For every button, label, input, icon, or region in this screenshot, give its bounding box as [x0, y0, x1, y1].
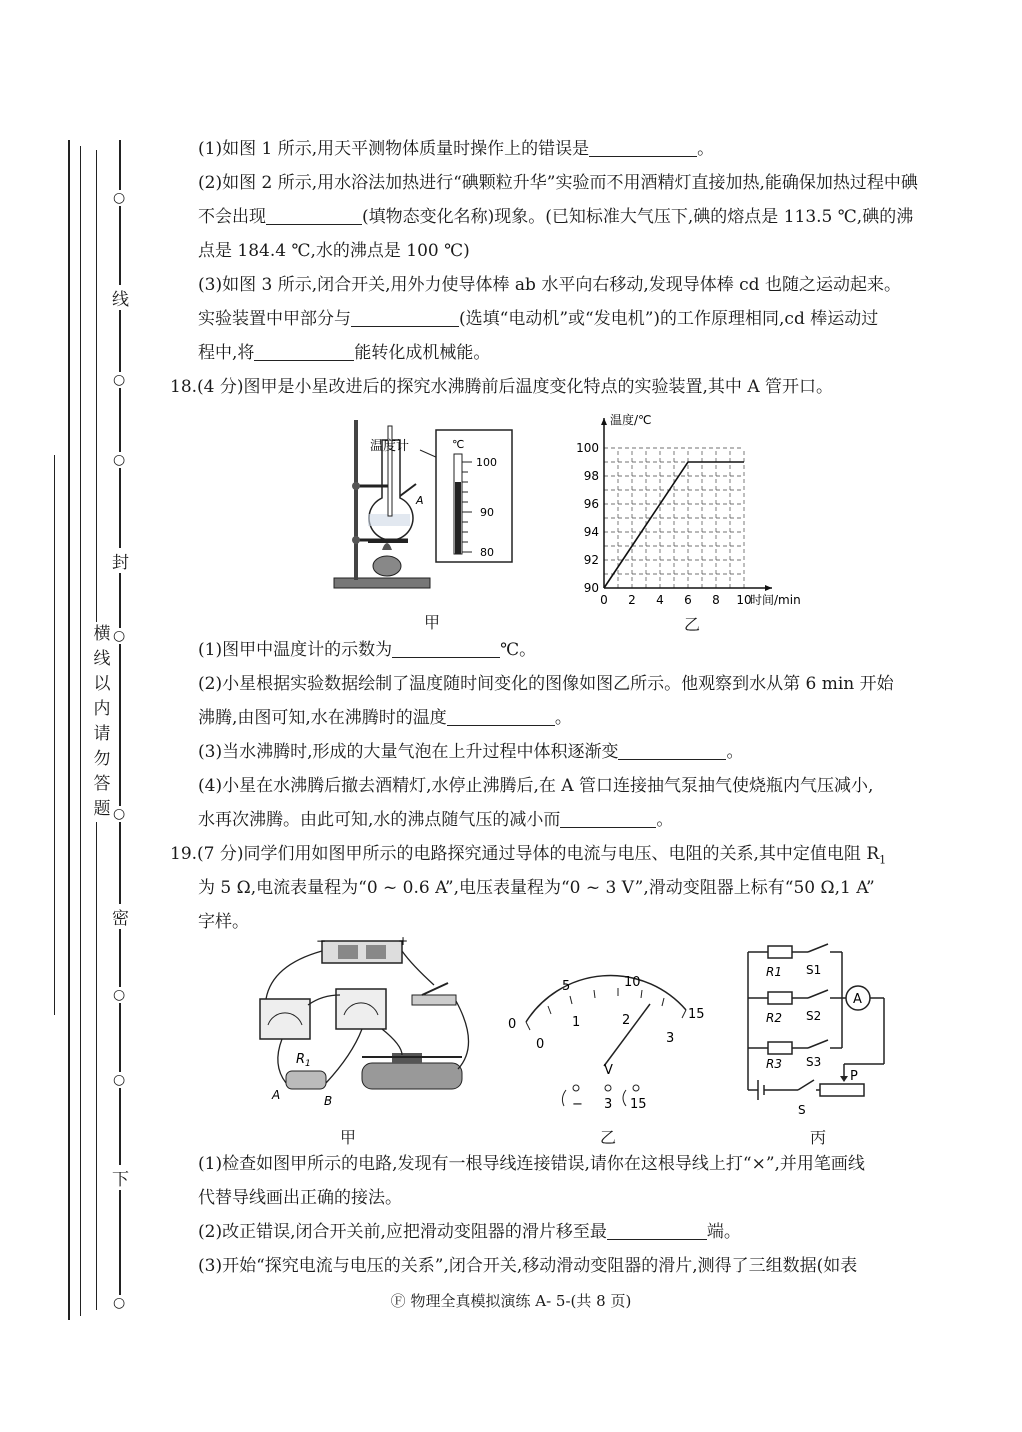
y-axis-label: 温度/℃ — [610, 413, 652, 427]
q18-caption-yi: 乙 — [684, 615, 701, 634]
ammeter-icon — [260, 999, 310, 1039]
x-axis-arrow — [765, 585, 772, 591]
alcohol-lamp-icon — [373, 556, 401, 576]
resistor-label: R2 — [766, 1011, 782, 1025]
q17-part2-line3: 点是 184.4 ℃,水的沸点是 100 ℃) — [198, 241, 470, 261]
outer-scale-label: 0 — [508, 1017, 517, 1032]
q18-caption-jia: 甲 — [424, 613, 441, 632]
seal-char-xian: 线 — [112, 285, 129, 310]
x-axis-label: 时间/min — [750, 593, 801, 607]
q19-caption-yi: 乙 — [600, 1128, 617, 1147]
terminal-label: 3 — [604, 1097, 613, 1112]
q19-part1-line1: (1)检查如图甲所示的电路,发现有一根导线连接错误,请你在这根导线上打“×”,并用笔画线 — [198, 1154, 865, 1174]
q19-figure-schematic — [738, 940, 898, 1120]
switch-label: S1 — [806, 963, 822, 977]
q18-part4-line2: 水再次沸腾。由此可知,水的沸点随气压的减小而 。 — [198, 810, 674, 830]
q19-stem-line2: 为 5 Ω,电流表量程为“0 ~ 0.6 A”,电压表量程为“0 ~ 3 V”,滑动变阻器上标有“50 Ω,1 A” — [198, 878, 875, 898]
stand-base-icon — [334, 578, 430, 588]
y-tick-label: 98 — [583, 469, 599, 483]
inner-scale-label: 0 — [536, 1037, 545, 1052]
note-char: 答 — [93, 774, 111, 794]
answer-blank[interactable] — [447, 707, 555, 726]
voltmeter-icon — [336, 989, 386, 1029]
terminal-a-label: A — [272, 1088, 281, 1102]
y-tick-label: 90 — [583, 581, 599, 595]
answer-blank[interactable] — [607, 1221, 707, 1240]
thermometer-scale-box — [436, 430, 512, 562]
rheostat-icon — [362, 1063, 462, 1089]
x-tick-label: 10 — [736, 593, 752, 607]
margin-line-outer — [68, 140, 70, 1320]
resistor-label: R1 — [766, 965, 782, 979]
ammeter-label: A — [853, 992, 862, 1007]
q18-part1: (1)图甲中温度计的示数为 ℃。 — [198, 640, 537, 660]
terminal-label: − — [572, 1097, 583, 1112]
outer-scale-label: 15 — [688, 1007, 705, 1022]
slider-label: P — [850, 1069, 858, 1084]
q19-part2: (2)改正错误,闭合开关前,应把滑动变阻器的滑片移至最 端。 — [198, 1222, 741, 1242]
x-tick-label: 4 — [656, 593, 664, 607]
seal-char-xia: 下 — [112, 1165, 129, 1190]
tube-a-icon — [400, 484, 416, 496]
dial-unit-label: V — [604, 1063, 613, 1078]
switch-label: S — [798, 1103, 806, 1117]
stand-rod-icon — [354, 420, 358, 580]
y-axis-arrow — [601, 418, 607, 425]
q18-chart — [568, 400, 828, 620]
q17-part3-line2: 实验装置中甲部分与 (选填“电动机”或“发电机”)的工作原理相同,cd 棒运动过 — [198, 309, 879, 329]
note-char: 题 — [93, 799, 111, 819]
answer-blank[interactable] — [392, 639, 500, 658]
seal-circle: ○ — [113, 372, 126, 388]
battery-plus-label: + — [398, 935, 409, 948]
rheostat-icon — [820, 1084, 864, 1096]
temperature-time-chart — [568, 400, 828, 620]
seal-circle: ○ — [113, 1295, 126, 1311]
note-char: 内 — [93, 699, 111, 719]
answer-blank[interactable] — [618, 741, 726, 760]
footer-badge: Ⓕ — [390, 1292, 406, 1310]
note-char: 勿 — [93, 749, 111, 769]
q19-part3-line1: (3)开始“探究电流与电压的关系”,闭合开关,移动滑动变阻器的滑片,测得了三组数据(如表 — [198, 1256, 858, 1276]
note-char: 横 — [93, 624, 111, 644]
binding-margin — [0, 0, 150, 1432]
margin-line-2 — [80, 146, 81, 1316]
inner-scale-label: 3 — [666, 1031, 675, 1046]
switch-icon — [412, 995, 456, 1005]
inner-scale-label: 1 — [572, 1015, 581, 1030]
q17-part3-line1: (3)如图 3 所示,闭合开关,用外力使导体棒 ab 水平向右移动,发现导体棒 cd 也随之运动起来。 — [198, 275, 901, 295]
flame-icon — [382, 543, 392, 550]
seal-circle: ○ — [113, 452, 126, 468]
seal-circle: ○ — [113, 806, 126, 822]
resistor-label: R3 — [766, 1057, 782, 1071]
answer-blank[interactable] — [589, 138, 697, 157]
margin-line-short — [54, 455, 55, 1015]
q18-stem: 18.(4 分)图甲是小星改进后的探究水沸腾前后温度变化特点的实验装置,其中 A 管开口。 — [170, 377, 834, 397]
mercury-column — [455, 482, 461, 554]
svg-text:.: . — [360, 431, 364, 445]
switch-label: S3 — [806, 1055, 822, 1069]
q18-figure-apparatus — [330, 418, 520, 598]
seal-char-mi: 密 — [112, 904, 129, 929]
q19-stem-line1: 19.(7 分)同学们用如图甲所示的电路探究通过导体的电流与电压、电阻的关系,其中定值电阻 $R_1$ — [170, 844, 887, 867]
answer-blank[interactable] — [560, 809, 656, 828]
answer-blank[interactable] — [266, 206, 362, 225]
seal-circle: ○ — [113, 628, 126, 644]
terminal-label: 15 — [630, 1097, 647, 1112]
terminal-b-label: B — [324, 1094, 333, 1108]
scale-label: 100 — [476, 456, 497, 469]
q17-part2-line2: 不会出现 (填物态变化名称)现象。(已知标准大气压下,碘的熔点是 113.5 ℃,碘的沸 — [198, 207, 914, 227]
resistor-r1-icon — [286, 1071, 326, 1089]
q19-figure-voltmeter — [500, 970, 720, 1120]
y-tick-label: 96 — [583, 497, 599, 511]
q17-part2-line1: (2)如图 2 所示,用水浴法加热进行“碘颗粒升华”实验而不用酒精灯直接加热,能确保加热过程中碘 — [198, 173, 918, 193]
q19-stem-line3: 字样。 — [198, 912, 249, 932]
q17-part1: (1)如图 1 所示,用天平测物体质量时操作上的错误是 。 — [198, 139, 715, 159]
thermometer-label: 温度计 — [370, 439, 410, 454]
seal-char-feng: 封 — [112, 548, 129, 573]
outer-scale-label: 5 — [562, 979, 571, 994]
q19-caption-bing: 丙 — [810, 1128, 827, 1147]
switch-label: S2 — [806, 1009, 822, 1023]
tube-a-label: A — [416, 494, 424, 507]
scale-label: 90 — [480, 506, 494, 519]
q18-part2-line2: 沸腾,由图可知,水在沸腾时的温度 。 — [198, 708, 572, 728]
x-tick-label: 8 — [712, 593, 720, 607]
q18-part4-line1: (4)小星在水沸腾后撤去酒精灯,水停止沸腾后,在 A 管口连接抽气泵抽气使烧瓶内气压减小, — [198, 776, 874, 796]
battery-icon — [322, 941, 402, 963]
answer-blank[interactable] — [351, 308, 459, 327]
seal-circle: ○ — [113, 1072, 126, 1088]
x-tick-label: 6 — [684, 593, 692, 607]
y-tick-label: 100 — [576, 441, 599, 455]
x-tick-label: 2 — [628, 593, 636, 607]
vertical-note — [92, 622, 112, 822]
seal-circle: ○ — [113, 190, 126, 206]
page-footer — [0, 1290, 1022, 1311]
outer-scale-label: 10 — [624, 975, 641, 990]
q18-part2-line1: (2)小星根据实验数据绘制了温度随时间变化的图像如图乙所示。他观察到水从第 6 min 开始 — [198, 674, 894, 694]
y-tick-label: 94 — [583, 525, 599, 539]
q17-part3-line3: 程中,将 能转化成机械能。 — [198, 343, 491, 363]
y-tick-label: 92 — [583, 553, 599, 567]
x-tick-label: 0 — [600, 593, 608, 607]
margin-line-seal — [119, 140, 121, 1310]
q19-part1-line2: 代替导线画出正确的接法。 — [198, 1188, 402, 1208]
note-char: 请 — [93, 724, 111, 744]
r1-label: $R_1$ — [296, 1052, 311, 1069]
q18-part3: (3)当水沸腾时,形成的大量气泡在上升过程中体积逐渐变 。 — [198, 742, 744, 762]
answer-blank[interactable] — [254, 342, 354, 361]
note-char: 线 — [93, 649, 111, 669]
note-char: 以 — [93, 674, 111, 694]
inner-scale-label: 2 — [622, 1013, 631, 1028]
battery-minus-label: − — [316, 935, 327, 948]
footer-text: 物理全真模拟演练 A- 5-(共 8 页) — [410, 1292, 632, 1310]
thermometer-unit: ℃ — [452, 438, 465, 451]
seal-circle: ○ — [113, 987, 126, 1003]
dial-arc-icon — [526, 976, 686, 1022]
scale-label: 80 — [480, 546, 494, 559]
q19-figure-circuit — [252, 935, 482, 1115]
q19-caption-jia: 甲 — [340, 1128, 357, 1147]
